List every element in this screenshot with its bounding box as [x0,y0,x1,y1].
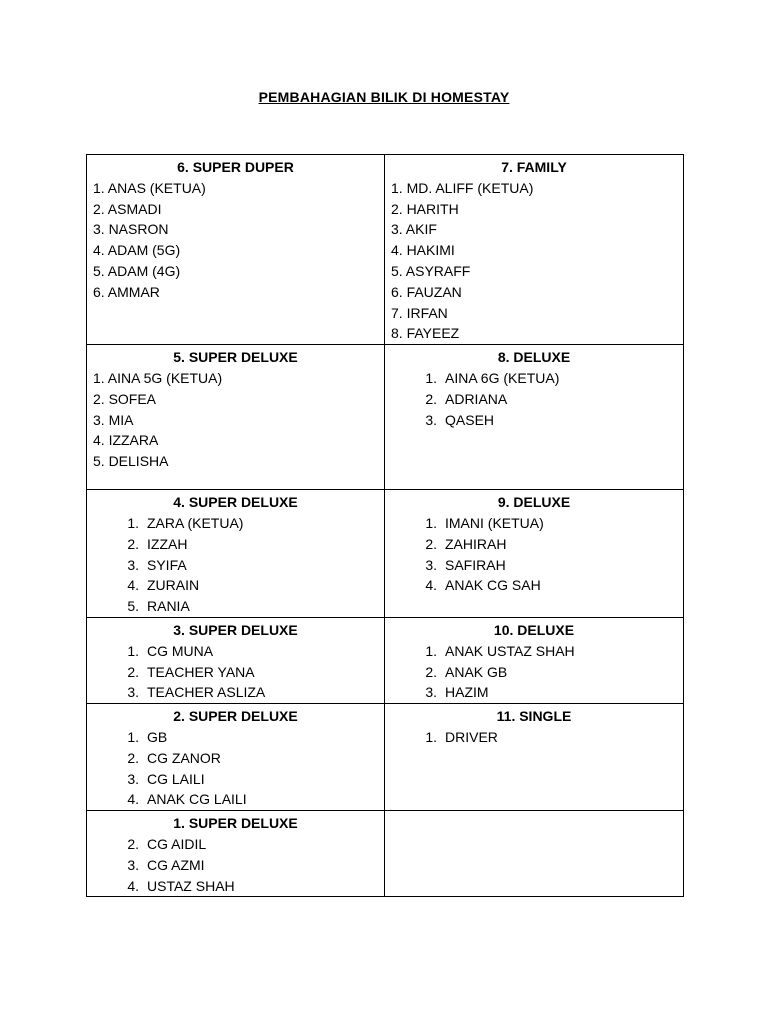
member-number: 1. [127,642,139,659]
member-number: 4. [127,791,139,808]
member-entry [93,834,378,855]
member-entry [391,389,677,410]
member-name: ANAK GB [445,663,508,680]
member-entry: 5. ADAM (4G) [93,262,181,279]
member-number: 3. [425,411,437,428]
room-cell-11 [385,704,684,811]
member-name: IZZAH [147,535,188,552]
member-name: CG AZMI [147,856,205,873]
member-entry: 2. ASMADI [93,200,162,217]
member-number: 5. [127,598,139,615]
member-entry: 3. AKIF [391,221,437,238]
member-number: 2. [425,535,437,552]
room-title: 3. SUPER DELUXE [173,621,298,638]
member-entry [93,596,378,617]
table-row [87,811,684,897]
member-name: IMANI (KETUA) [445,514,544,531]
member-entry [93,855,378,876]
member-entry [391,513,677,534]
member-number: 1. [425,514,437,531]
document-title: PEMBAHAGIAN BILIK DI HOMESTAY [258,89,510,105]
member-name: CG MUNA [147,642,214,659]
member-name: HAZIM [445,684,489,701]
member-entry [391,575,677,596]
room-title: 9. DELUXE [497,494,571,511]
member-entry: 6. FAUZAN [391,283,462,300]
member-number: 2. [127,835,139,852]
member-number: 2. [127,535,139,552]
member-entry [391,534,677,555]
member-name: SYIFA [147,556,187,573]
member-entry [391,555,677,576]
room-title: 10. DELUXE [493,621,575,638]
member-name: CG AIDIL [147,835,207,852]
member-name: ANAK CG SAH [445,577,541,594]
room-allocation-table [86,154,684,897]
room-title: 2. SUPER DELUXE [173,708,298,725]
member-entry: 1. ANAS (KETUA) [93,179,206,196]
member-name: ZARA (KETUA) [147,514,244,531]
member-entry: 3. MIA [93,411,134,428]
room-cell-10 [385,617,684,703]
member-number: 1. [127,514,139,531]
table-row [87,704,684,811]
member-name: AINA 6G (KETUA) [445,369,560,386]
room-cell-1 [87,811,385,897]
room-title: 7. FAMILY [501,159,567,175]
member-entry [93,748,378,769]
member-entry [93,641,378,662]
member-number: 3. [127,770,139,787]
member-name: CG LAILI [147,770,205,787]
member-entry [391,641,677,662]
member-entry: 1. MD. ALIFF (KETUA) [391,179,534,196]
member-number: 4. [127,877,139,894]
room-title: 5. SUPER DELUXE [173,349,298,366]
member-name: ANAK USTAZ SHAH [445,642,575,659]
room-cell-3 [87,617,385,703]
member-entry [93,662,378,683]
member-name: USTAZ SHAH [147,877,235,894]
room-cell-8 [385,345,684,490]
member-name: CG ZANOR [147,749,221,766]
member-entry [93,789,378,810]
member-name: TEACHER ASLIZA [147,684,266,701]
member-name: TEACHER YANA [147,663,255,680]
room-cell-5 [87,345,385,490]
member-entry [93,682,378,703]
member-entry [93,555,378,576]
member-name: RANIA [147,598,190,615]
member-entry [93,727,378,748]
member-number: 2. [425,390,437,407]
member-number: 3. [127,556,139,573]
member-name: GB [147,728,168,745]
member-number: 1. [127,728,139,745]
table-row [87,155,684,345]
table-row [87,617,684,703]
member-number: 1. [425,728,437,745]
room-title: 11. SINGLE [496,708,572,725]
member-number: 2. [425,663,437,680]
table-row [87,345,684,490]
room-cell-4 [87,490,385,618]
table-row [87,490,684,618]
member-entry: 4. HAKIMI [391,242,455,259]
member-entry: 5. DELISHA [93,453,169,470]
member-number: 4. [425,577,437,594]
room-cell-7 [385,155,684,345]
member-entry [391,727,677,748]
room-cell-6 [87,155,385,345]
member-entry: 2. HARITH [391,200,459,217]
member-number: 2. [127,663,139,680]
member-entry: 7. IRFAN [391,304,448,321]
member-name: ZURAIN [147,577,200,594]
member-number: 3. [127,856,139,873]
member-name: ANAK CG LAILI [147,791,247,808]
room-cell-2 [87,704,385,811]
member-entry: 1. AINA 5G (KETUA) [93,369,223,386]
member-entry: 5. ASYRAFF [391,262,471,279]
member-entry [93,534,378,555]
member-name: QASEH [445,411,495,428]
member-name: SAFIRAH [445,556,506,573]
member-number: 3. [425,556,437,573]
member-entry [93,876,378,897]
member-entry [391,682,677,703]
member-name: ADRIANA [445,390,508,407]
member-entry: 4. ADAM (5G) [93,242,181,259]
member-entry [93,769,378,790]
member-entry: 2. SOFEA [93,390,157,407]
member-number: 1. [425,369,437,386]
member-entry [391,368,677,389]
member-number: 4. [127,577,139,594]
member-name: DRIVER [445,728,498,745]
member-number: 3. [127,684,139,701]
empty-cell [385,811,684,897]
room-title: 1. SUPER DELUXE [173,815,298,832]
room-title: 8. DELUXE [497,349,571,366]
member-number: 3. [425,684,437,701]
member-entry [93,513,378,534]
room-title: 4. SUPER DELUXE [173,494,298,511]
member-entry: 8. FAYEEZ [391,325,460,342]
member-entry: 4. IZZARA [93,432,159,449]
member-entry [391,410,677,431]
member-entry [93,575,378,596]
member-entry: 3. NASRON [93,221,169,238]
room-title: 6. SUPER DUPER [177,159,294,175]
member-number: 1. [425,642,437,659]
member-name: ZAHIRAH [445,535,507,552]
member-entry [391,662,677,683]
room-cell-9 [385,490,684,618]
member-entry: 6. AMMAR [93,283,160,300]
member-number: 2. [127,749,139,766]
